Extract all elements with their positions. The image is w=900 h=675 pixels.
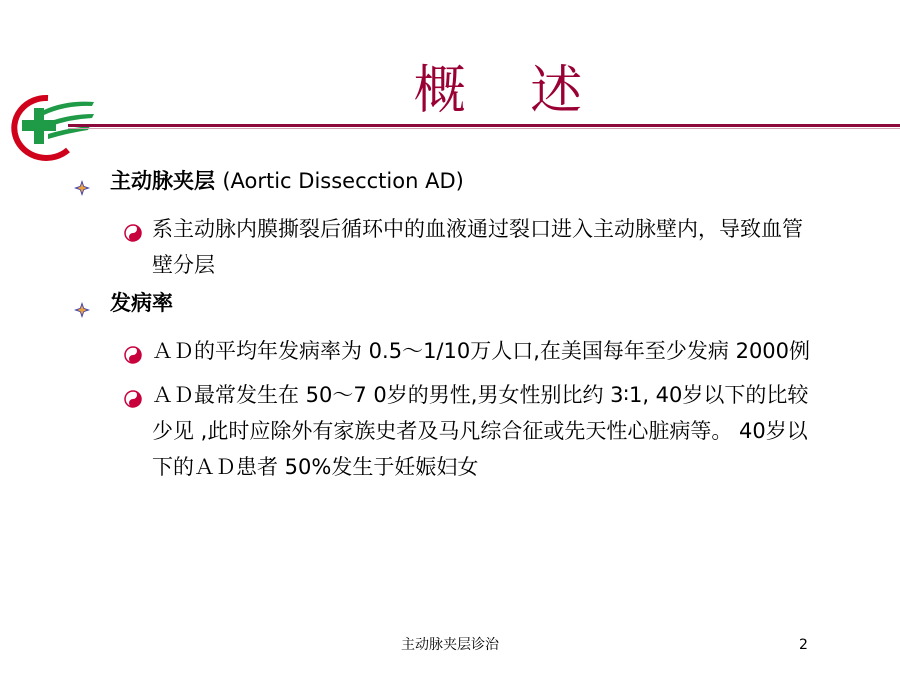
list-item [124, 211, 834, 283]
slide-content [74, 165, 834, 487]
yin-yang-icon [124, 333, 152, 375]
list-item [124, 333, 834, 375]
yin-yang-icon [124, 377, 152, 419]
section-heading-text: 发病率 [110, 291, 173, 315]
title-divider [68, 124, 900, 127]
list-item-text: ＡＤ最常发生在 50～7 0岁的男性,男女性别比约 3∶1, 40岁以下的比较少见 ,此时应除外有家族史者及马凡综合征或先天性心脏病等。 40岁以下的ＡＤ患者 50%发生于妊娠妇女 [152, 383, 809, 479]
list-item [124, 377, 834, 485]
list-item-text: 系主动脉内膜撕裂后循环中的血液通过裂口进入主动脉壁内，导致血管壁分层 [152, 217, 803, 277]
slide-footer: 主动脉夹层诊治 [401, 637, 499, 653]
slide-title: 概 述 [413, 61, 607, 121]
title-divider-shadow [68, 128, 900, 129]
yin-yang-icon [124, 211, 152, 253]
four-point-star-icon [74, 165, 110, 205]
page-number: 2 [799, 637, 808, 653]
four-point-star-icon [74, 287, 110, 327]
section-heading-aortic-dissection [74, 165, 834, 205]
section-heading-paren: (Aortic Dissecction AD) [222, 169, 464, 193]
list-item-text: ＡＤ的平均年发病率为 0.5～1/10万人口,在美国每年至少发病 2000例 [152, 339, 811, 363]
section-heading-incidence [74, 287, 834, 327]
section-heading-text: 主动脉夹层 [110, 169, 215, 193]
